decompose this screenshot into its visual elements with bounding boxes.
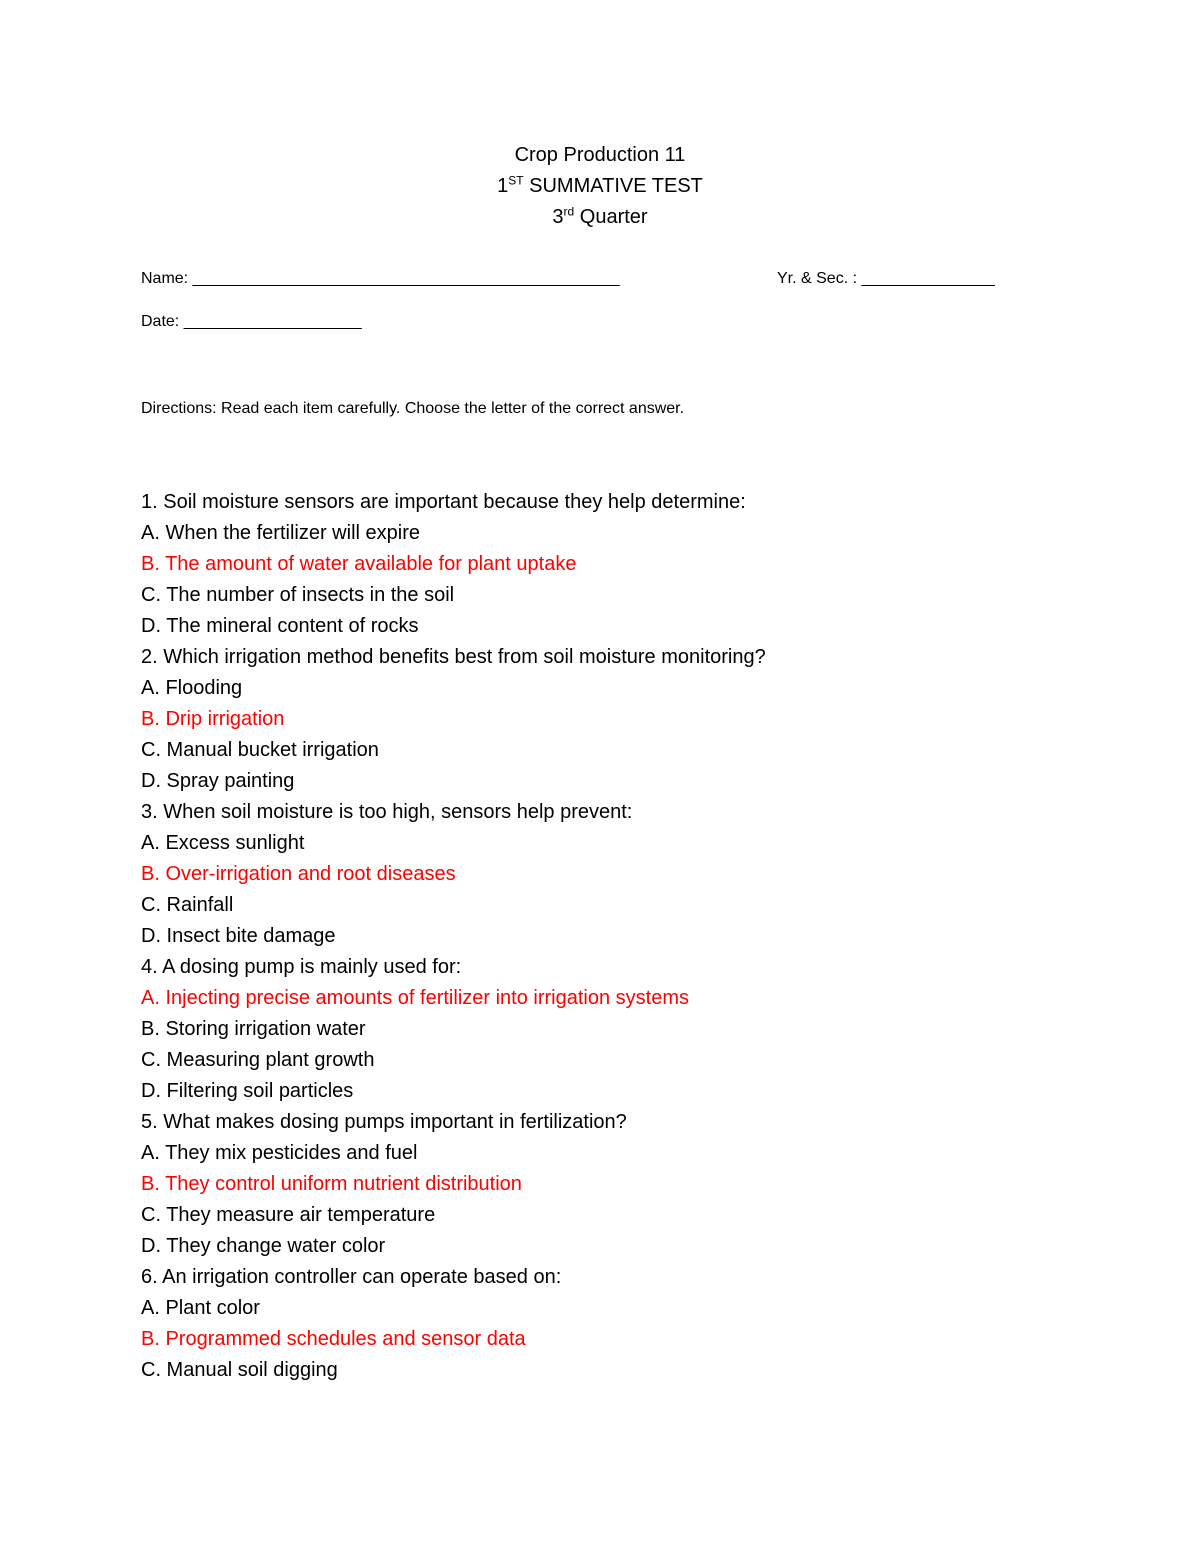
question-number: 4. [141,956,158,978]
question-list [141,487,1091,1386]
test-label: SUMMATIVE TEST [523,175,703,197]
question-6 [141,1262,1091,1293]
question-text: What makes dosing pumps important in fertilization? [157,1111,627,1133]
directions: Directions: Read each item carefully. Choose the letter of the correct answer. [141,400,685,417]
question-text: When soil moisture is too high, sensors help prevent: [157,801,633,823]
answer-choice: D. Insect bite damage [141,925,336,947]
answer-choice: C. The number of insects in the soil [141,584,455,606]
answer-choice: A. Plant color [141,1297,260,1319]
answer-choice: C. Manual bucket irrigation [141,739,379,761]
correct-answer-choice: B. Over-irrigation and root diseases [141,863,456,885]
name-field: Name: ________________________________________________ [141,270,620,287]
question-number: 1. [141,491,158,513]
quarter-label: Quarter [574,206,648,228]
correct-answer-choice: B. Programmed schedules and sensor data [141,1328,526,1350]
answer-choice: D. Filtering soil particles [141,1080,354,1102]
quarter-number: 3 [552,206,564,228]
answer-choice: D. Spray painting [141,770,295,792]
correct-answer-choice: B. They control uniform nutrient distribution [141,1173,522,1195]
question-1 [141,487,1091,518]
question-text: An irrigation controller can operate based on: [157,1266,562,1288]
question-3 [141,797,1091,828]
answer-choice: D. The mineral content of rocks [141,615,419,637]
answer-choice: A. They mix pesticides and fuel [141,1142,418,1164]
question-text: A dosing pump is mainly used for: [157,956,462,978]
answer-choice: B. Storing irrigation water [141,1018,366,1040]
question-number: 5. [141,1111,158,1133]
quarter-number-suffix: rd [563,204,575,219]
document-header [0,140,1200,233]
correct-answer-choice: A. Injecting precise amounts of fertilizer into irrigation systems [141,987,689,1009]
correct-answer-choice: B. Drip irrigation [141,708,285,730]
correct-answer-choice: B. The amount of water available for plant uptake [141,553,577,575]
answer-choice: C. Rainfall [141,894,234,916]
page-title: Crop Production 11 [514,144,686,166]
answer-choice: D. They change water color [141,1235,386,1257]
question-text: Which irrigation method benefits best from soil moisture monitoring? [157,646,766,668]
quarter-title [0,202,1200,233]
question-text: Soil moisture sensors are important because they help determine: [157,491,746,513]
answer-choice: C. They measure air temperature [141,1204,436,1226]
answer-choice: A. When the fertilizer will expire [141,522,420,544]
question-5 [141,1107,1091,1138]
yr-sec-field: Yr. & Sec. : _______________ [777,270,995,287]
answer-choice: A. Excess sunlight [141,832,305,854]
question-4 [141,952,1091,983]
test-title [0,171,1200,202]
answer-choice: C. Manual soil digging [141,1359,338,1381]
question-number: 3. [141,801,158,823]
question-number: 6. [141,1266,158,1288]
question-number: 2. [141,646,158,668]
test-number-suffix: ST [508,173,524,188]
answer-choice: C. Measuring plant growth [141,1049,375,1071]
date-field: Date: ____________________ [141,313,362,330]
test-number: 1 [497,175,509,197]
question-2 [141,642,1091,673]
answer-choice: A. Flooding [141,677,243,699]
